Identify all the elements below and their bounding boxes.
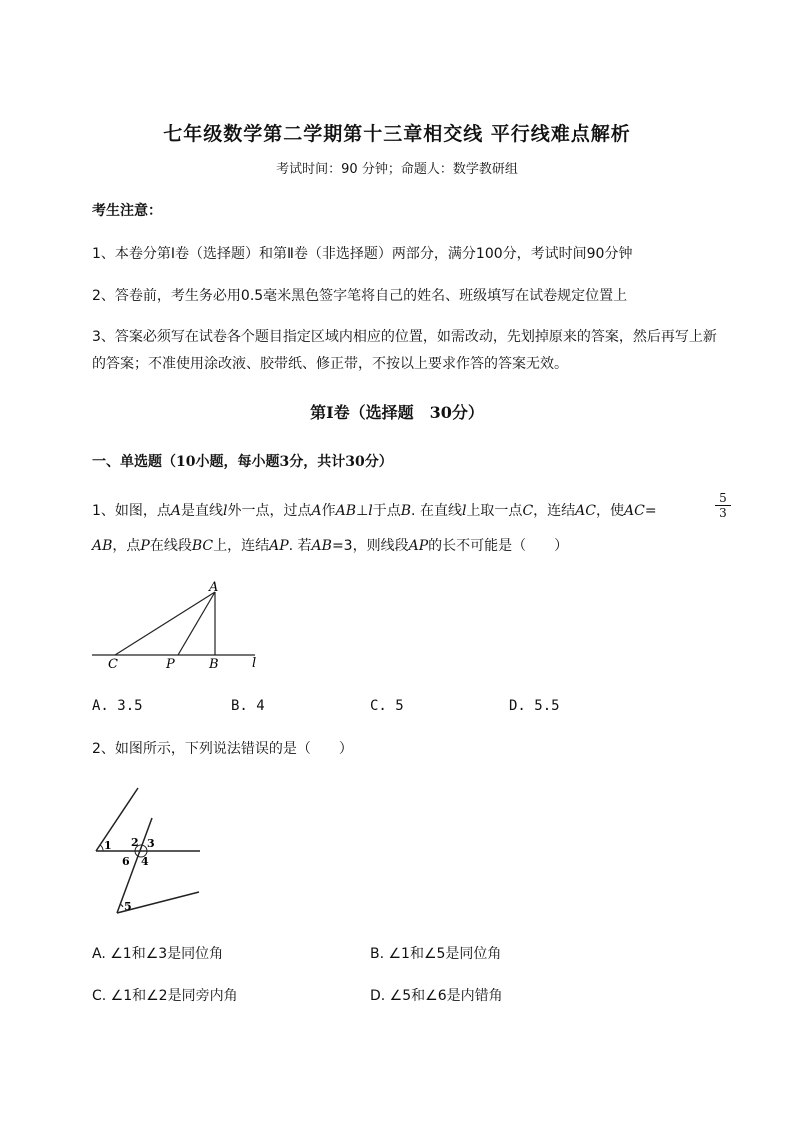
q1-var: AP [269,538,289,554]
label-a: A [209,580,219,595]
q1-option-b[interactable]: B. 4 [231,698,265,714]
q1-var: B [400,503,412,519]
q1-text: . 在直线 [411,503,462,519]
q1-text: 的长不可能是（ ） [428,538,569,554]
q1-text: 在线段 [149,538,192,554]
angle-label-3: 3 [147,837,155,850]
q1-option-d[interactable]: D. 5.5 [509,698,560,714]
q1-var: l [368,503,373,519]
q1-text: 外一点，过点 [227,503,312,519]
q1-text: 1、如图，点 [92,503,171,519]
label-c: C [108,657,118,672]
question-1-stem [92,500,657,520]
fraction-numerator: 5 [715,491,731,506]
q1-var: C [522,503,534,519]
q1-var: l [461,503,467,519]
part-heading: 一、单选题（10小题，每小题3分，共计30分） [92,454,393,470]
q1-option-a[interactable]: A. 3.5 [92,698,143,714]
notice-item-3-cont: 的答案；不准使用涂改液、胶带纸、修正带，不按以上要求作答的答案无效。 [92,356,568,372]
angle-label-2: 2 [131,836,139,849]
q1-figure [0,570,300,680]
fraction [715,491,731,520]
question-1-stem-cont [92,535,568,555]
q1-var: l [223,503,228,519]
q1-var: AB [335,503,357,519]
q1-var: AP [408,538,429,554]
segment-ac [115,592,215,655]
q1-text: ，连结 [533,503,576,519]
angle-label-4: 4 [141,855,149,868]
exam-info: 考试时间：90 分钟；命题人：数学教研组 [276,162,518,177]
q1-text: 上，连结 [213,538,270,554]
notice-heading: 考生注意： [92,203,162,219]
label-b: B [209,657,219,672]
fraction-denominator: 3 [719,506,727,520]
angle-arc-1 [100,845,103,851]
q1-option-c[interactable]: C. 5 [370,698,404,714]
question-2-stem: 2、如图所示，下列说法错误的是（ ） [92,741,353,757]
q1-text: 上取一点 [466,503,523,519]
q2-option-a[interactable]: A. ∠1和∠3是同位角 [92,946,224,962]
q1-text: =3，则线段 [331,538,409,554]
q1-text: 作 [321,503,336,519]
q1-text: . 若 [288,538,312,554]
q2-option-d[interactable]: D. ∠5和∠6是内错角 [370,988,503,1004]
q2-option-b[interactable]: B. ∠1和∠5是同位角 [370,946,502,962]
q1-var: AB [311,538,332,554]
q1-text: ，使 [595,503,624,519]
page-title: 七年级数学第二学期第十三章相交线 平行线难点解析 [163,123,631,145]
q1-var: AC [623,503,645,519]
q2-option-c[interactable]: C. ∠1和∠2是同旁内角 [92,988,238,1004]
q1-var: BC [191,538,214,554]
q1-text: 是直线 [181,503,224,519]
q1-var: AB [92,538,113,554]
notice-item-1: 1、本卷分第Ⅰ卷（选择题）和第Ⅱ卷（非选择题）两部分，满分100分，考试时间90分钟 [92,246,633,262]
q1-text: 于点 [372,503,401,519]
segment-ap [178,592,215,655]
label-p: P [166,657,175,672]
q2-figure [0,780,220,920]
notice-item-3: 3、答案必须写在试卷各个题目指定区域内相应的位置，如需改动，先划掉原来的答案，然后再写上新 [92,329,717,345]
q1-text: = [644,503,657,519]
q1-var: A [170,503,182,519]
angle-label-1: 1 [104,839,112,852]
label-l: l [252,656,257,671]
q1-var: P [140,538,150,554]
angle-label-5: 5 [124,900,132,913]
notice-item-2: 2、答卷前，考生务必用0.5毫米黑色签字笔将自己的姓名、班级填写在试卷规定位置上 [92,288,628,304]
section-title: 第Ⅰ卷（选择题 30分） [310,403,484,422]
q1-text: ⊥ [356,503,369,519]
q1-var: A [311,503,322,519]
q1-var: AC [575,503,596,519]
angle-label-6: 6 [122,855,130,868]
q1-text: ，点 [112,538,141,554]
